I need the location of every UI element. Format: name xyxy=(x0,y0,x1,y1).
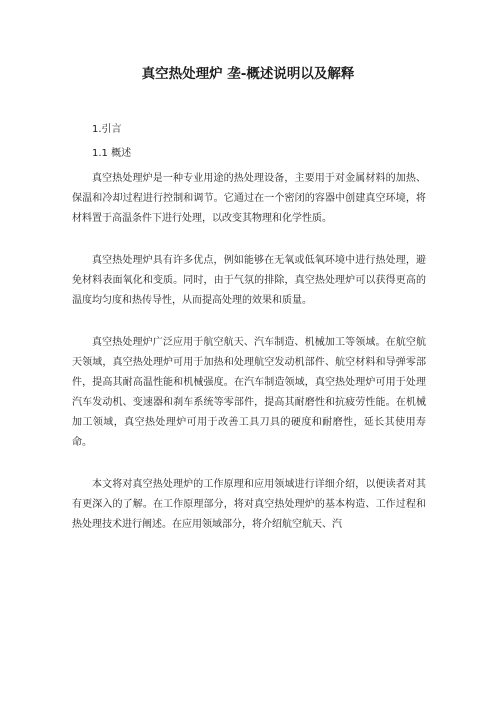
document-title: 真空热处理炉 垄-概述说明以及解释 xyxy=(141,66,355,82)
paragraph-4: 本文将对真空热处理炉的工作原理和应用领域进行详细介绍，以便读者对其有更深入的了解。在工作原理部分，将对真空热处理炉的基本构造、工作过程和热处理技术进行阐述。在应用领域部分，将介绍航空航天、汽 xyxy=(72,479,426,530)
section-heading-introduction: 1.引言 xyxy=(92,124,122,135)
document-body xyxy=(72,169,426,557)
subsection-heading-overview: 1.1 概述 xyxy=(92,148,132,159)
paragraph-2: 真空热处理炉具有许多优点，例如能够在无氧或低氧环境中进行热处理，避免材料表面氧化和变质。同时，由于气氛的排除，真空热处理炉可以获得更高的温度均匀度和热传导性，从而提高处理的效果和质量。 xyxy=(72,255,426,306)
paragraph-3: 真空热处理炉广泛应用于航空航天、汽车制造、机械加工等领域。在航空航天领域，真空热处理炉可用于加热和处理航空发动机部件、航空材料和导弹零部件，提高其耐高温性能和机械强度。在汽车制造领域，真空热处理炉可用于处理汽车发动机、变速器和刹车系统等零部件，提高其耐磨性和抗疲劳性能。在机械加工领域，真空热处理炉可用于改善工具刀具的硬度和耐磨性，延长其使用寿命。 xyxy=(72,337,426,448)
paragraph-1: 真空热处理炉是一种专业用途的热处理设备，主要用于对金属材料的加热、保温和冷却过程进行控制和调节。它通过在一个密闭的容器中创建真空环境，将材料置于高温条件下进行处理，以改变其物理和化学性质。 xyxy=(72,173,426,224)
